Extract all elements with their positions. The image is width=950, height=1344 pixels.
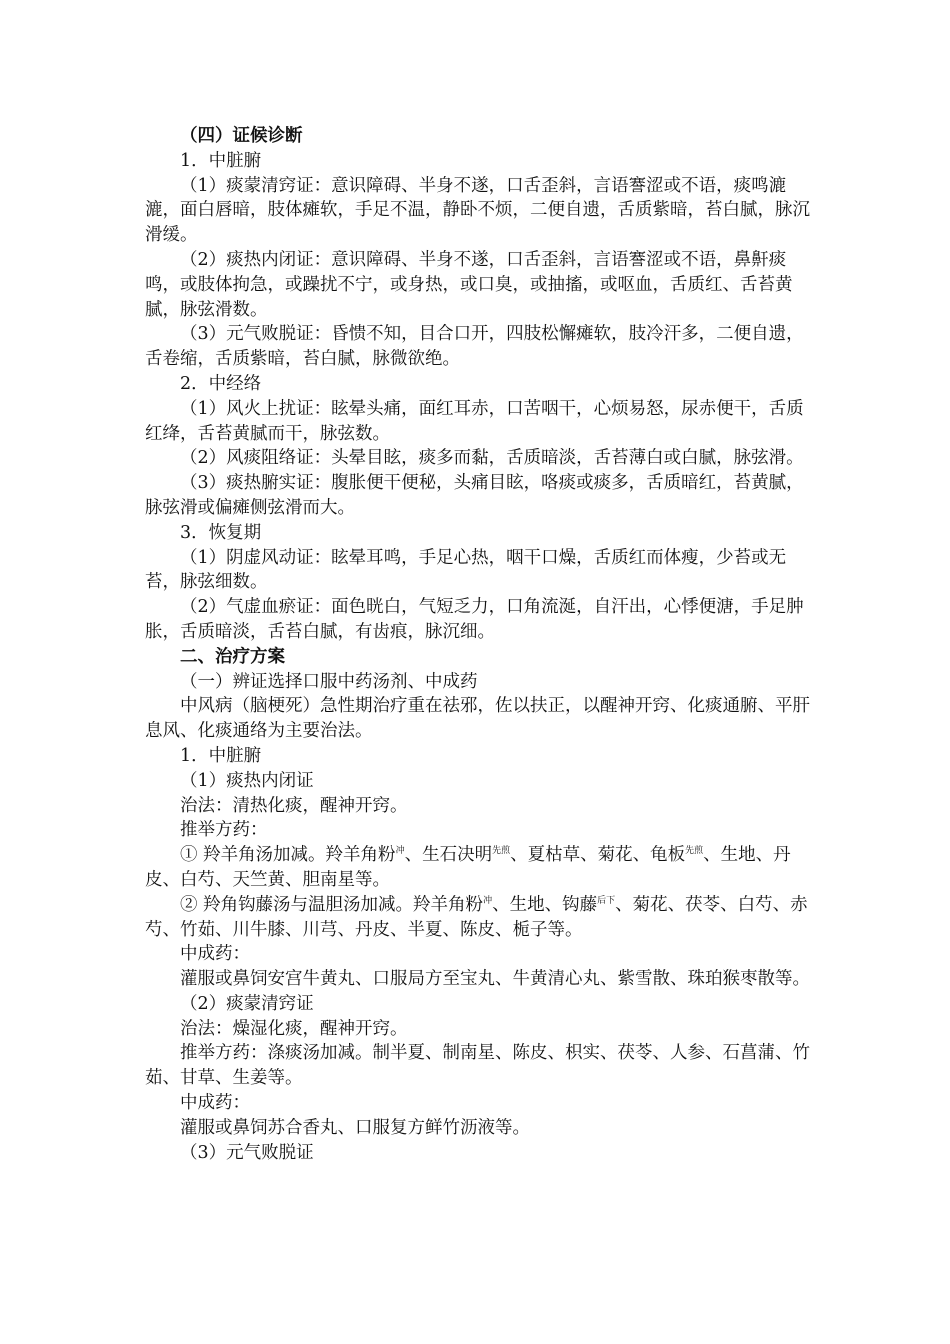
recommended-formula-label: 推举方药： [180,820,268,841]
dosage-note: 先煎 [685,846,704,857]
paragraph: 中风病（脑梗死）急性期治疗重在祛邪，佐以扶正，以醒神开窍、化痰通腑、平肝息风、化痰通络为主要治法。 [145,696,810,742]
subheading-zhongzangfu: 1．中脏腑 [180,150,262,171]
section-heading-treatment-plan: 二、治疗方案 [180,646,285,667]
subheading-tanre-neibi: （1）痰热内闭证 [180,770,314,791]
document-page [145,124,810,1165]
formula-text: ② 羚角钩藤汤与温胆汤加减。羚羊角粉 [180,894,484,915]
treatment-method: 治法：清热化痰，醒神开窍。 [180,795,408,816]
dosage-note: 后下 [597,895,616,906]
subheading-zhongzangfu-treatment: 1．中脏腑 [180,745,262,766]
subheading-recovery: 3．恢复期 [180,522,262,543]
paragraph: 灌服或鼻饲苏合香丸、口服复方鲜竹沥液等。 [180,1117,530,1138]
formula-item [145,843,810,893]
subheading-oral-medicine: （一）辨证选择口服中药汤剂、中成药 [180,671,478,692]
paragraph: （2）风痰阻络证：头晕目眩，痰多而黏，舌质暗淡，舌苔薄白或白腻，脉弦滑。 [180,448,804,469]
paragraph: （2）痰热内闭证：意识障碍、半身不遂，口舌歪斜，言语謇涩或不语，鼻鼾痰鸣，或肢体拘急，或躁扰不宁，或身热，或口臭，或抽搐，或呕血，舌质红、舌苔黄腻，脉弦滑数。 [145,249,793,320]
dosage-note: 冲 [395,846,405,857]
paragraph: （1）阴虚风动证：眩晕耳鸣，手足心热，咽干口燥，舌质红而体瘦，少苔或无苔，脉弦细数。 [145,547,787,593]
dosage-note: 冲 [483,895,493,906]
formula-text: 、菊花、茯苓、白芍、赤芍、竹茹、川牛膝、川芎、丹皮、半夏、陈皮、栀子等。 [145,894,808,940]
paragraph: （3）元气败脱证：昏愦不知，目合口开，四肢松懈瘫软，肢冷汗多，二便自遗，舌卷缩，舌质紫暗，苔白腻，脉微欲绝。 [145,324,804,370]
paragraph: 灌服或鼻饲安宫牛黄丸、口服局方至宝丸、牛黄清心丸、紫雪散、珠珀猴枣散等。 [180,969,810,990]
formula-text: 、生地、钩藤 [492,894,598,915]
patent-medicine-label: 中成药： [180,1093,250,1114]
paragraph: （1）风火上扰证：眩晕头痛，面红耳赤，口苦咽干，心烦易怒，尿赤便干，舌质红绛，舌苔黄腻而干，脉弦数。 [145,398,804,444]
subheading-tanmeng-qingqiao: （2）痰蒙清窍证 [180,993,314,1014]
paragraph: 推举方药：涤痰汤加减。制半夏、制南星、陈皮、枳实、茯苓、人参、石菖蒲、竹茹、甘草、生姜等。 [145,1043,810,1089]
formula-text: 、夏枯草、菊花、龟板 [510,845,686,866]
subheading-yuanqi-baituo: （3）元气败脱证 [180,1142,314,1163]
formula-text: 、生地、丹皮、白芍、天竺黄、胆南星等。 [145,845,791,890]
formula-item [145,893,810,943]
paragraph: （2）气虚血瘀证：面色晄白，气短乏力，口角流涎，自汗出，心悸便溏，手足肿胀，舌质暗淡，舌苔白腻，有齿痕，脉沉细。 [145,597,804,642]
dosage-note: 先煎 [492,846,511,857]
paragraph: （3）痰热腑实证：腹胀便干便秘，头痛目眩，咯痰或痰多，舌质暗红，苔黄腻，脉弦滑或偏瘫侧弦滑而大。 [145,473,804,518]
paragraph: （1）痰蒙清窍证：意识障碍、半身不遂，口舌歪斜，言语謇涩或不语，痰鸣漉漉，面白唇暗，肢体瘫软，手足不温，静卧不烦，二便自遗，舌质紫暗，苔白腻，脉沉滑缓。 [145,175,810,246]
section-heading-syndrome-diagnosis: （四）证候诊断 [180,126,303,146]
formula-text: ① 羚羊角汤加减。羚羊角粉 [180,845,396,866]
patent-medicine-label: 中成药： [180,944,250,965]
subheading-zhongjingluo: 2．中经络 [180,373,262,394]
treatment-method: 治法：燥湿化痰，醒神开窍。 [180,1018,408,1039]
formula-text: 、生石决明 [404,845,493,866]
